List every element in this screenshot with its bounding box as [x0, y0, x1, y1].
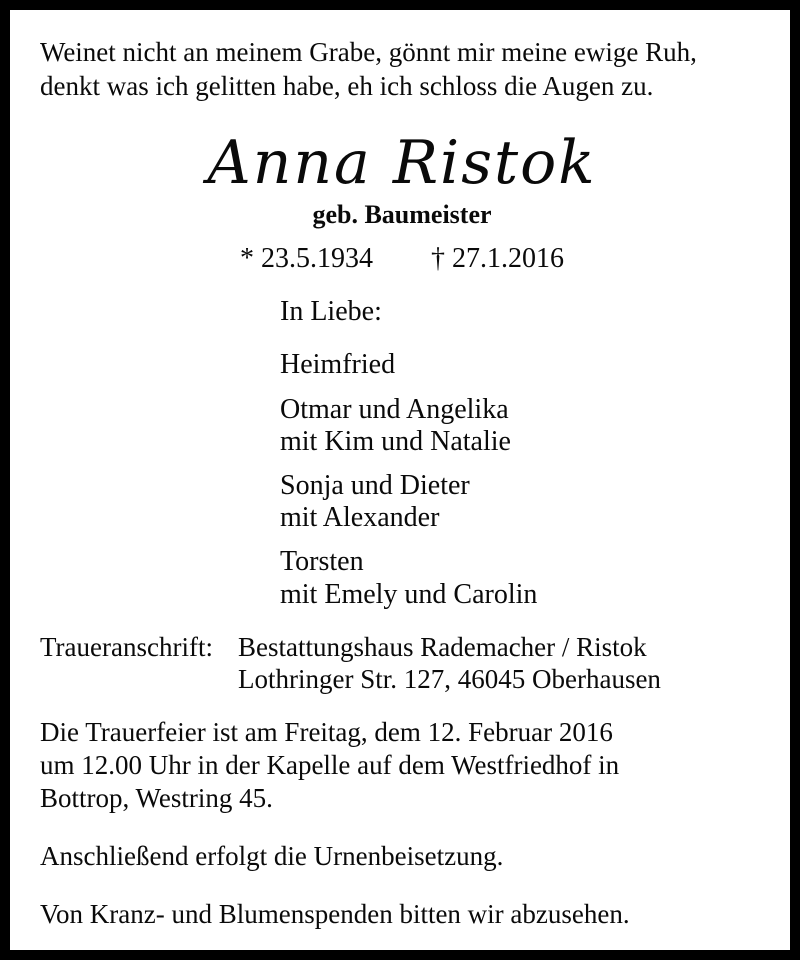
mourner-group: [280, 546, 764, 610]
mourner-line: mit Alexander: [280, 502, 440, 534]
mourner-line: mit Kim und Natalie: [280, 425, 511, 457]
deceased-name: Anna Ristok: [207, 127, 597, 198]
mourners-intro: In Liebe:: [280, 296, 382, 328]
funeral-service-info: [40, 716, 764, 815]
condolence-address: [40, 631, 764, 696]
life-dates: [40, 241, 764, 276]
mourners-section: [280, 294, 764, 610]
mourner-line: mit Emely und Carolin: [280, 578, 538, 610]
funeral-service-line-1: Die Trauerfeier ist am Freitag, dem 12. Februar 2016: [40, 717, 613, 748]
epigraph-line-2: denkt was ich gelitten habe, eh ich schloss die Augen zu.: [40, 70, 654, 101]
mourner-line: Sonja und Dieter: [280, 469, 470, 501]
death-date-value: 27.1.2016: [452, 243, 564, 275]
mourner-group: [280, 394, 764, 458]
birth-date: [240, 241, 373, 276]
flowers-note: Von Kranz- und Blumenspenden bitten wir abzusehen.: [40, 899, 630, 930]
condolence-address-line-2: Lothringer Str. 127, 46045 Oberhausen: [238, 664, 661, 695]
death-symbol-dagger-icon: †: [431, 243, 445, 275]
mourner-line: Heimfried: [280, 349, 396, 381]
condolence-address-line-1: Bestattungshaus Rademacher / Ristok: [238, 631, 647, 662]
maiden-name: geb. Baumeister: [312, 199, 492, 229]
mourner-group: [280, 349, 764, 381]
funeral-service-line-3: Bottrop, Westring 45.: [40, 783, 273, 814]
mourner-group: [280, 470, 764, 534]
mourner-line: Torsten: [280, 546, 364, 578]
condolence-address-label: Traueranschrift:: [40, 631, 213, 662]
urn-burial-info: Anschließend erfolgt die Urnenbeisetzung.: [40, 841, 504, 872]
birth-symbol: *: [240, 243, 254, 275]
epigraph-line-1: Weinet nicht an meinem Grabe, gönnt mir meine ewige Ruh,: [40, 37, 697, 67]
mourner-line: Otmar und Angelika: [280, 393, 509, 425]
condolence-address-value: [238, 631, 661, 696]
epigraph: [40, 36, 764, 104]
death-date: [431, 241, 564, 276]
birth-date-value: 23.5.1934: [261, 243, 373, 275]
funeral-service-line-2: um 12.00 Uhr in der Kapelle auf dem Westfriedhof in: [40, 750, 620, 781]
